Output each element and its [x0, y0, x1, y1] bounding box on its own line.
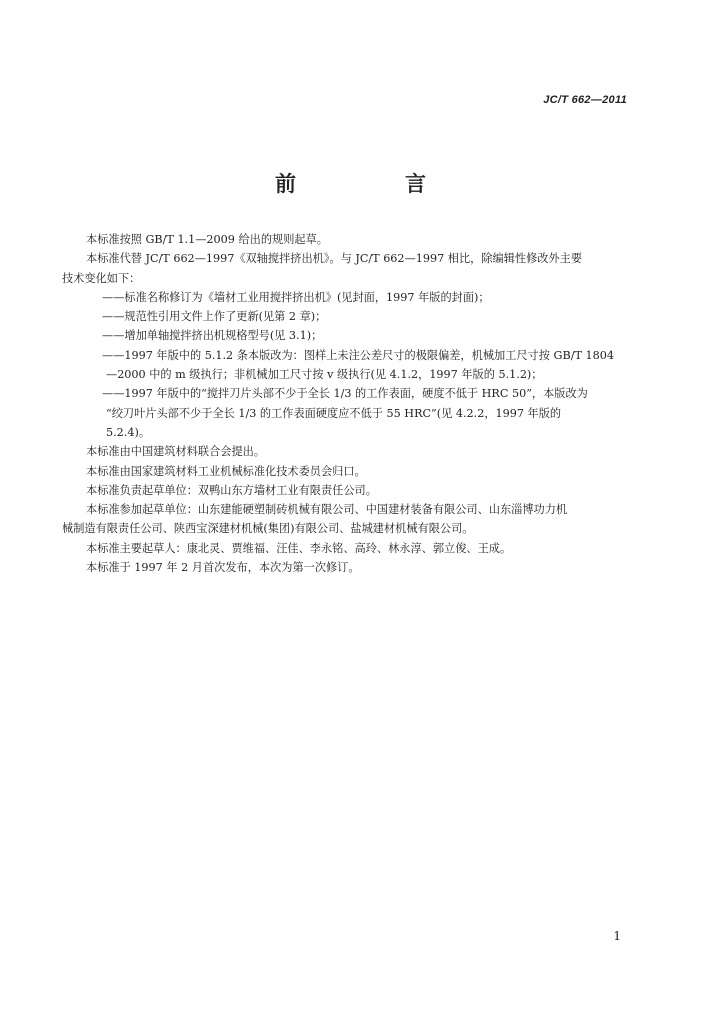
paragraph-line: 本标准由国家建筑材料工业机械标准化技术委员会归口。 [86, 464, 366, 478]
paragraph-line: 本标准按照 GB/T 1.1—2009 给出的规则起草。 [86, 233, 328, 246]
list-item-continuation: —2000 中的 m 级执行；非机械加工尺寸按 v 级执行(见 4.1.2，1997 年版的 5.1.2)； [106, 368, 543, 382]
paragraph-line: 本标准于 1997 年 2 月首次发布，本次为第一次修订。 [86, 561, 360, 575]
paragraph-line: 本标准主要起草人：康北灵、贾维福、汪佳、李永铭、高玲、林永淳、郭立俊、王成。 [86, 541, 512, 555]
paragraph-line: 本标准由中国建筑材料联合会提出。 [86, 445, 266, 459]
paragraph-line: 械制造有限责任公司、陕西宝深建材机械(集团)有限公司、盐城建材机械有限公司。 [62, 522, 474, 536]
paragraph-line: 本标准负责起草单位：双鸭山东方墙材工业有限责任公司。 [86, 483, 377, 497]
standard-code: JC/T 662—2011 [543, 94, 627, 106]
paragraph-line: 本标准参加起草单位：山东建能硬塑制砖机械有限公司、中国建材装备有限公司、山东淄博功力机 [86, 503, 568, 517]
page-number: 1 [613, 929, 621, 943]
list-item: ——1997 年版中的“搅拌刀片头部不少于全长 1/3 的工作表面，硬度不低于 HRC 50”，本版改为 [102, 387, 588, 401]
list-item-continuation: 5.2.4)。 [106, 425, 151, 439]
list-item: ——标准名称修订为《墙材工业用搅拌挤出机》(见封面，1997 年版的封面)； [102, 290, 490, 304]
list-item-continuation: “绞刀叶片头部不少于全长 1/3 的工作表面硬度应不低于 55 HRC”(见 4.2.2，1997 年版的 [106, 406, 562, 420]
document-body [62, 230, 634, 577]
list-item: ——1997 年版中的 5.1.2 条本版改为：图样上未注公差尺寸的极限偏差，机械加工尺寸按 GB/T 1804 [102, 348, 614, 362]
page-title: 前 言 [275, 172, 470, 196]
list-item: ——规范性引用文件上作了更新(见第 2 章)； [102, 310, 327, 324]
list-item: ——增加单轴搅拌挤出机规格型号(见 3.1)； [102, 329, 323, 343]
paragraph-line: 本标准代替 JC/T 662—1997《双轴搅拌挤出机》。与 JC/T 662—1997 相比，除编辑性修改外主要 [86, 252, 583, 266]
paragraph-line: 技术变化如下： [62, 271, 141, 285]
